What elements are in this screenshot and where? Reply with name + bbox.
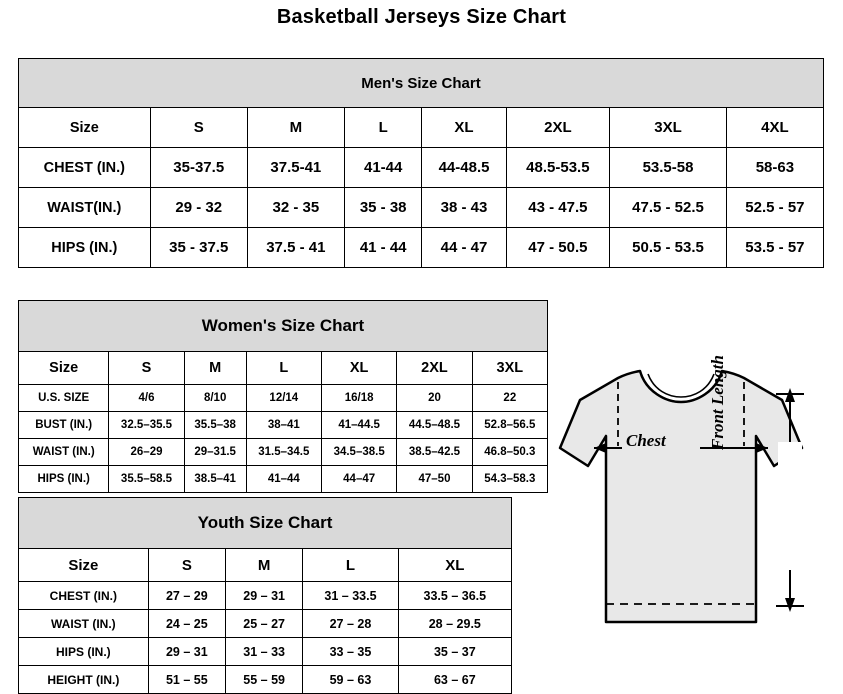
mens-header-xl: XL xyxy=(422,108,506,148)
womens-bust-s: 32.5–35.5 xyxy=(109,412,184,439)
womens-header-m: M xyxy=(184,352,246,385)
womens-row-label-waist: WAIST (IN.) xyxy=(19,439,109,466)
mens-size-chart-table xyxy=(18,58,824,268)
youth-chest-m: 29 – 31 xyxy=(225,582,302,610)
youth-row-label-hips: HIPS (IN.) xyxy=(19,638,149,666)
womens-us-size-s: 4/6 xyxy=(109,385,184,412)
table-caption-row xyxy=(19,498,512,549)
mens-chest-4xl: 58-63 xyxy=(726,148,823,188)
youth-header-m: M xyxy=(225,549,302,582)
mens-chart-title: Men's Size Chart xyxy=(19,59,824,108)
mens-hips-4xl: 53.5 - 57 xyxy=(726,228,823,268)
mens-header-size: Size xyxy=(19,108,151,148)
mens-row-label-hips: HIPS (IN.) xyxy=(19,228,151,268)
womens-waist-2xl: 38.5–42.5 xyxy=(397,439,472,466)
womens-hips-l: 41–44 xyxy=(246,466,321,493)
table-caption-row xyxy=(19,301,548,352)
youth-hips-xl: 35 – 37 xyxy=(398,638,511,666)
womens-bust-m: 35.5–38 xyxy=(184,412,246,439)
youth-chart-title: Youth Size Chart xyxy=(19,498,512,549)
womens-bust-l: 38–41 xyxy=(246,412,321,439)
womens-chart-title: Women's Size Chart xyxy=(19,301,548,352)
mens-header-3xl: 3XL xyxy=(610,108,727,148)
mens-header-l: L xyxy=(344,108,422,148)
youth-header-l: L xyxy=(303,549,398,582)
womens-header-size: Size xyxy=(19,352,109,385)
womens-us-size-l: 12/14 xyxy=(246,385,321,412)
front-length-measurement-label: Front Length xyxy=(708,355,727,450)
womens-bust-2xl: 44.5–48.5 xyxy=(397,412,472,439)
womens-header-xl: XL xyxy=(321,352,396,385)
youth-height-l: 59 – 63 xyxy=(303,666,398,694)
mens-waist-l: 35 - 38 xyxy=(344,188,422,228)
mens-hips-3xl: 50.5 - 53.5 xyxy=(610,228,727,268)
jersey-outline-icon xyxy=(540,330,840,670)
youth-header-size: Size xyxy=(19,549,149,582)
mens-chest-xl: 44-48.5 xyxy=(422,148,506,188)
youth-row-label-height: HEIGHT (IN.) xyxy=(19,666,149,694)
mens-waist-xl: 38 - 43 xyxy=(422,188,506,228)
mens-header-m: M xyxy=(247,108,344,148)
mens-chest-m: 37.5-41 xyxy=(247,148,344,188)
table-row xyxy=(19,638,512,666)
table-row xyxy=(19,228,824,268)
womens-header-2xl: 2XL xyxy=(397,352,472,385)
youth-waist-s: 24 – 25 xyxy=(148,610,225,638)
mens-hips-l: 41 - 44 xyxy=(344,228,422,268)
womens-us-size-2xl: 20 xyxy=(397,385,472,412)
youth-waist-l: 27 – 28 xyxy=(303,610,398,638)
womens-waist-m: 29–31.5 xyxy=(184,439,246,466)
table-row xyxy=(19,412,548,439)
youth-chest-s: 27 – 29 xyxy=(148,582,225,610)
womens-row-label-bust: BUST (IN.) xyxy=(19,412,109,439)
womens-waist-3xl: 46.8–50.3 xyxy=(472,439,547,466)
table-row xyxy=(19,188,824,228)
page-title: Basketball Jerseys Size Chart xyxy=(276,6,567,28)
youth-height-m: 55 – 59 xyxy=(225,666,302,694)
mens-waist-s: 29 - 32 xyxy=(150,188,247,228)
jersey-measurement-diagram xyxy=(540,330,840,670)
womens-header-s: S xyxy=(109,352,184,385)
womens-size-chart-table xyxy=(18,300,548,493)
table-row xyxy=(19,582,512,610)
mens-row-label-chest: CHEST (IN.) xyxy=(19,148,151,188)
mens-chest-s: 35-37.5 xyxy=(150,148,247,188)
youth-chest-l: 31 – 33.5 xyxy=(303,582,398,610)
womens-bust-xl: 41–44.5 xyxy=(321,412,396,439)
youth-row-label-waist: WAIST (IN.) xyxy=(19,610,149,638)
mens-waist-m: 32 - 35 xyxy=(247,188,344,228)
womens-header-l: L xyxy=(246,352,321,385)
mens-chest-3xl: 53.5-58 xyxy=(610,148,727,188)
table-row xyxy=(19,148,824,188)
mens-chest-l: 41-44 xyxy=(344,148,422,188)
mens-waist-2xl: 43 - 47.5 xyxy=(506,188,610,228)
mens-header-4xl: 4XL xyxy=(726,108,823,148)
youth-header-xl: XL xyxy=(398,549,511,582)
womens-hips-3xl: 54.3–58.3 xyxy=(472,466,547,493)
table-caption-row xyxy=(19,59,824,108)
table-row xyxy=(19,439,548,466)
table-row xyxy=(19,666,512,694)
youth-hips-m: 31 – 33 xyxy=(225,638,302,666)
youth-row-label-chest: CHEST (IN.) xyxy=(19,582,149,610)
table-header-row xyxy=(19,352,548,385)
youth-waist-m: 25 – 27 xyxy=(225,610,302,638)
youth-size-chart-table xyxy=(18,497,512,694)
womens-us-size-m: 8/10 xyxy=(184,385,246,412)
mens-row-label-waist: WAIST(IN.) xyxy=(19,188,151,228)
womens-hips-2xl: 47–50 xyxy=(397,466,472,493)
youth-chest-xl: 33.5 – 36.5 xyxy=(398,582,511,610)
womens-hips-m: 38.5–41 xyxy=(184,466,246,493)
mens-hips-m: 37.5 - 41 xyxy=(247,228,344,268)
chest-measurement-label: Chest xyxy=(626,431,666,450)
womens-waist-xl: 34.5–38.5 xyxy=(321,439,396,466)
youth-header-s: S xyxy=(148,549,225,582)
table-row xyxy=(19,385,548,412)
womens-us-size-xl: 16/18 xyxy=(321,385,396,412)
womens-bust-3xl: 52.8–56.5 xyxy=(472,412,547,439)
youth-hips-s: 29 – 31 xyxy=(148,638,225,666)
mens-header-2xl: 2XL xyxy=(506,108,610,148)
table-row xyxy=(19,466,548,493)
table-row xyxy=(19,610,512,638)
womens-hips-xl: 44–47 xyxy=(321,466,396,493)
womens-header-3xl: 3XL xyxy=(472,352,547,385)
mens-waist-3xl: 47.5 - 52.5 xyxy=(610,188,727,228)
mens-header-s: S xyxy=(150,108,247,148)
mens-waist-4xl: 52.5 - 57 xyxy=(726,188,823,228)
youth-hips-l: 33 – 35 xyxy=(303,638,398,666)
table-header-row xyxy=(19,108,824,148)
youth-height-s: 51 – 55 xyxy=(148,666,225,694)
youth-waist-xl: 28 – 29.5 xyxy=(398,610,511,638)
mens-hips-2xl: 47 - 50.5 xyxy=(506,228,610,268)
womens-waist-s: 26–29 xyxy=(109,439,184,466)
youth-height-xl: 63 – 67 xyxy=(398,666,511,694)
womens-waist-l: 31.5–34.5 xyxy=(246,439,321,466)
womens-hips-s: 35.5–58.5 xyxy=(109,466,184,493)
womens-row-label-hips: HIPS (IN.) xyxy=(19,466,109,493)
womens-us-size-3xl: 22 xyxy=(472,385,547,412)
mens-hips-xl: 44 - 47 xyxy=(422,228,506,268)
table-header-row xyxy=(19,549,512,582)
womens-row-label-us-size: U.S. SIZE xyxy=(19,385,109,412)
mens-hips-s: 35 - 37.5 xyxy=(150,228,247,268)
mens-chest-2xl: 48.5-53.5 xyxy=(506,148,610,188)
